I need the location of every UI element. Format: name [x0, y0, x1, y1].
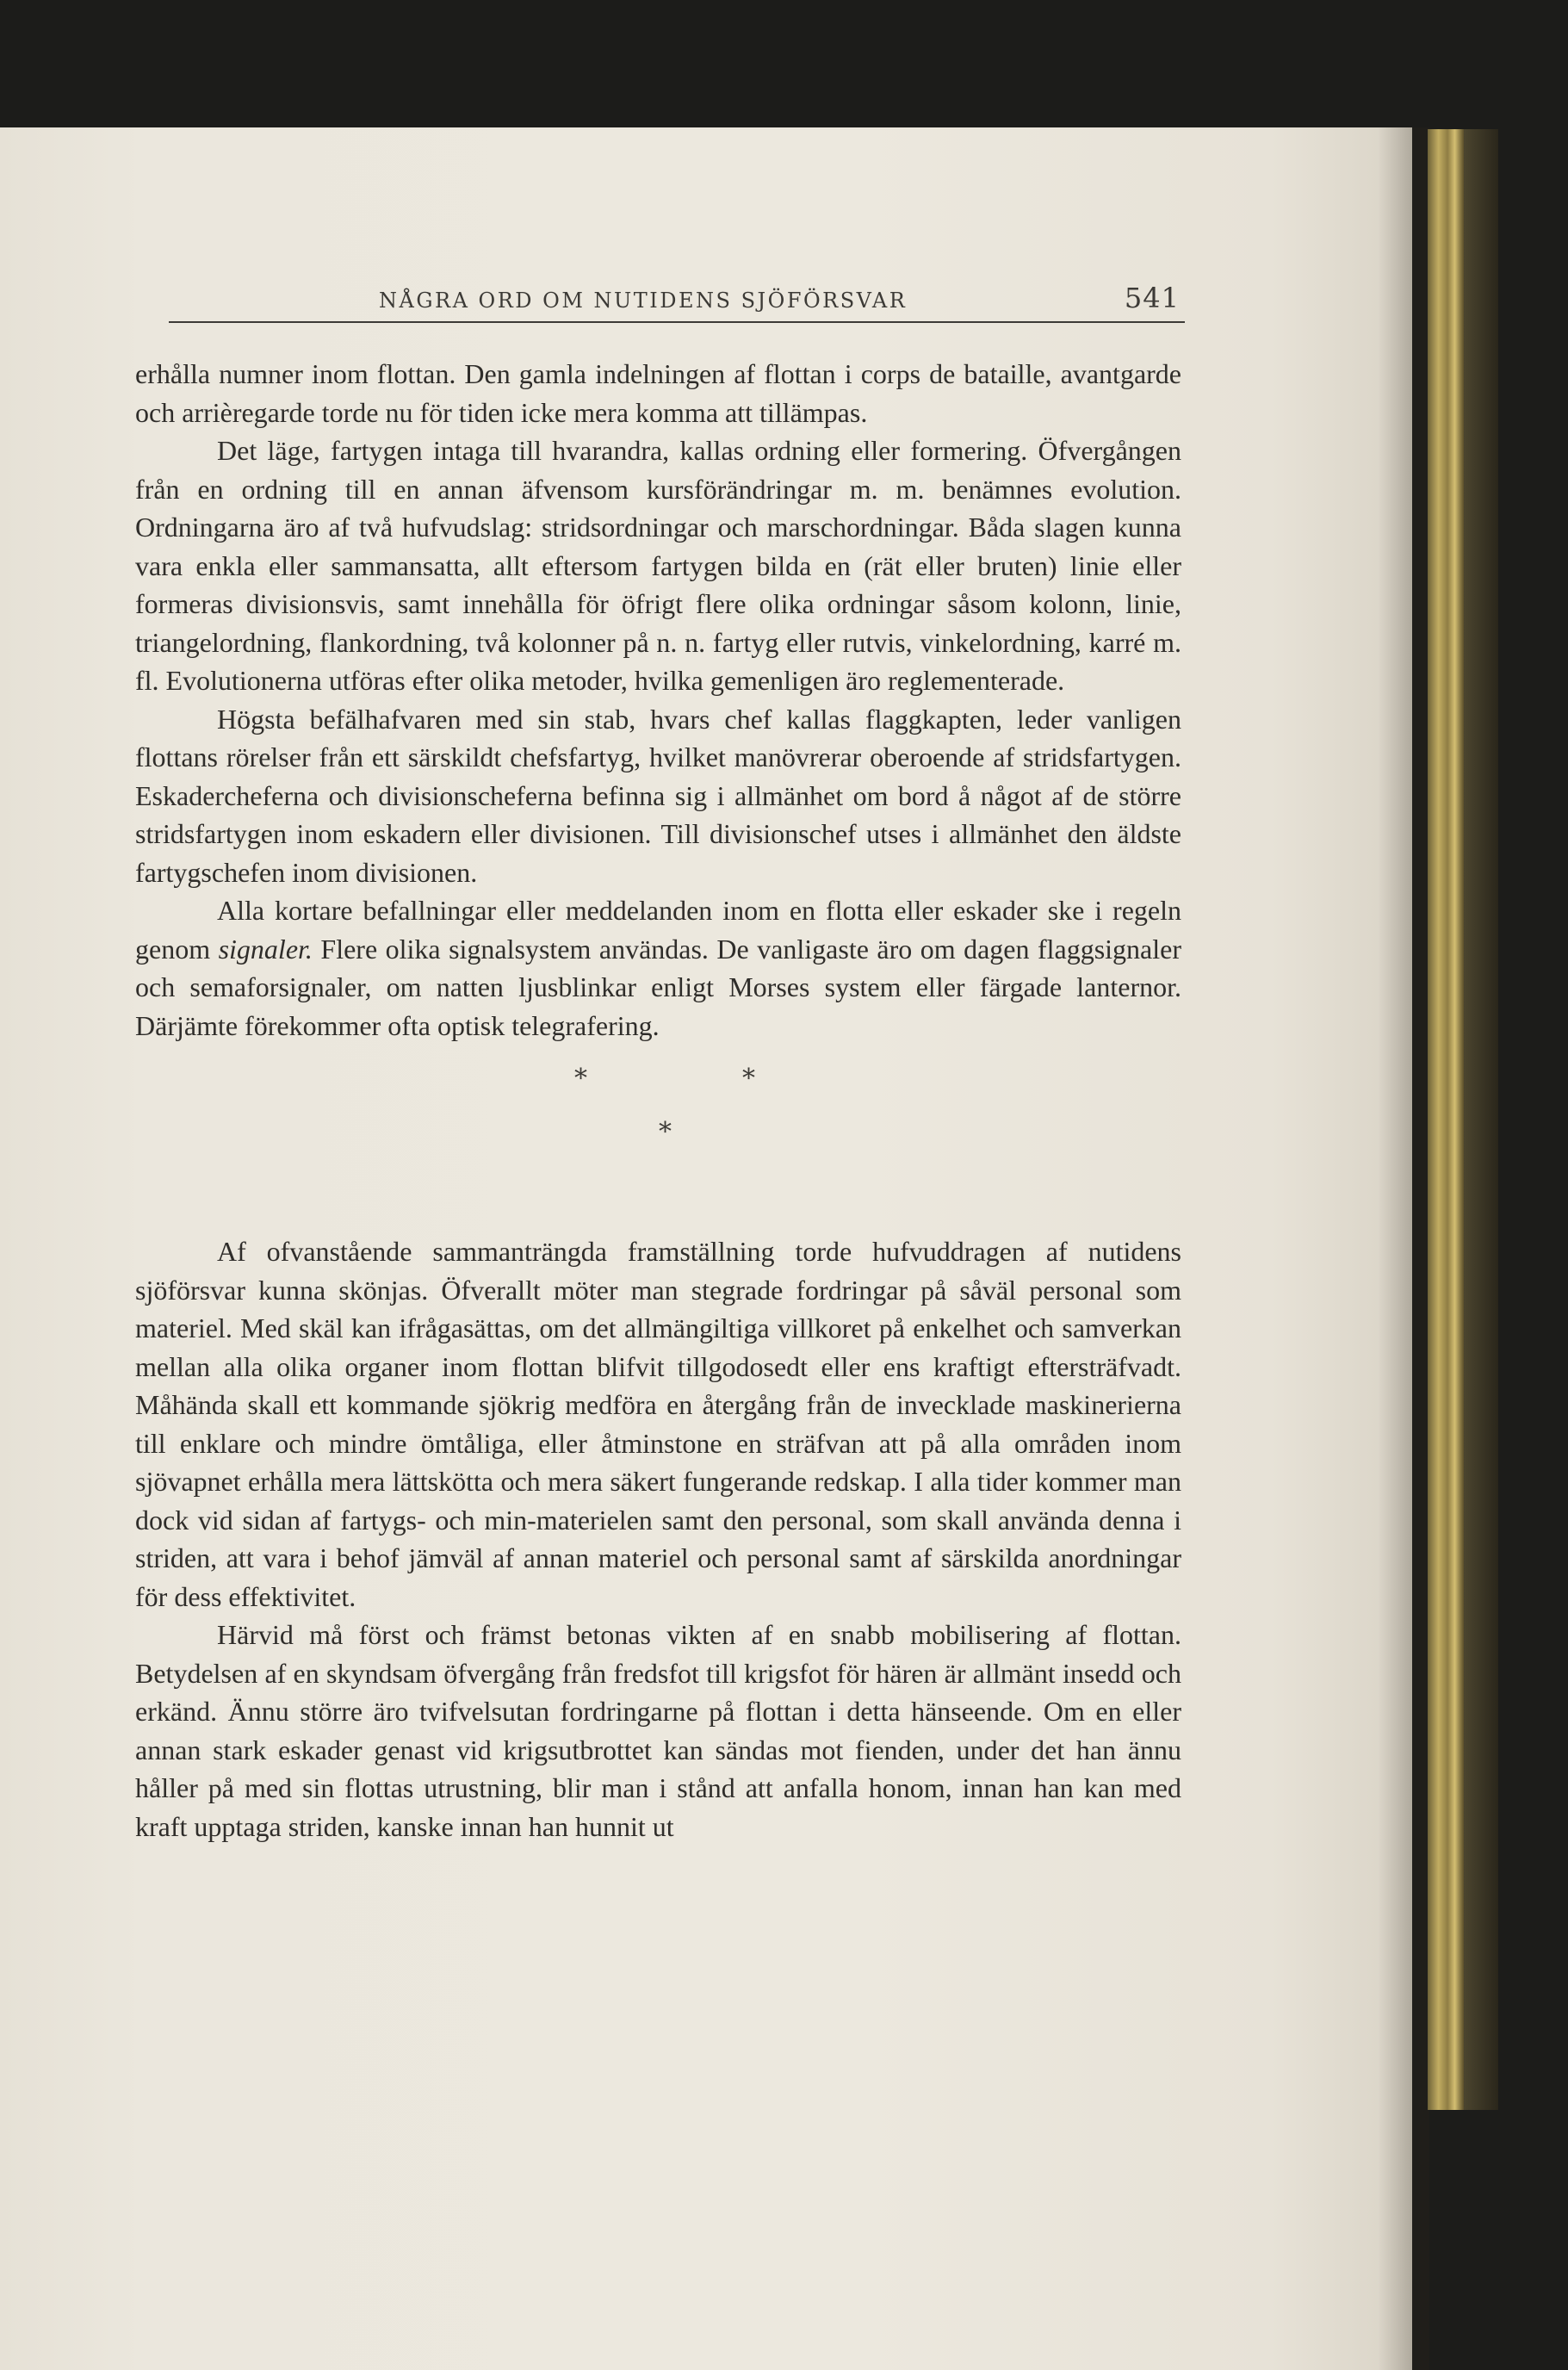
paragraph-1: erhålla numner inom flottan. Den gamla indelningen af flottan i corps de bataille, avantgarde och arrièregarde torde nu för tiden icke mera komma att tillämpas. [135, 358, 1181, 428]
body-text [135, 355, 1181, 1846]
header-rule [169, 321, 1185, 323]
section-separator [135, 1045, 1181, 1147]
separator-asterisk: * [742, 1064, 755, 1094]
running-head [379, 282, 1300, 320]
paragraph-5: Af ofvanstående sammanträngda framställning torde hufvuddragen af nutidens sjöförsvar kunna skönjas. Öfverallt möter man stegrade fordringar på såväl personal som materiel. Med skäl kan ifrågasättas, om det allmängiltiga villkoret på enkelhet och samverkan mellan alla olika organer inom flottan blifvit tillgodosedt eller ens kraftigt eftersträfvadt. Måhända skall ett kommande sjökrig medföra en återgång från de invecklade maskinerierna till enklare och mindre ömtåliga, eller åtminstone en sträfvan att på alla områden inom sjövapnet erhålla mera lättskötta och mera säkert fungerande redskap. I alla tider kommer man dock vid sidan af fartygs- och min-materielen samt den personal, som skall använda denna i striden, att vara i behof jämväl af annan materiel och personal samt af särskilda anordningar för dess effektivitet. [135, 1236, 1181, 1612]
running-head-title: NÅGRA ORD OM NUTIDENS SJÖFÖRSVAR [379, 288, 908, 313]
paragraph-3: Högsta befälhafvaren med sin stab, hvars chef kallas flaggkapten, leder vanligen flottans rörelser från ett särskildt chefsfartyg, hvilket manövrerar oberoende af stridsfartygen. Eskadercheferna och divisionscheferna befinna sig i allmänhet om bord å något af de större stridsfartygen inom eskadern eller divisionen. Till divisionschef utses i allmänhet den äldste fartygschefen inom divisionen. [135, 703, 1181, 888]
italic-term-signaler: signaler. [218, 933, 313, 965]
separator-asterisk: * [574, 1064, 587, 1094]
gilt-page-edge [1428, 129, 1464, 2110]
page-number: 541 [1124, 282, 1180, 314]
paragraph-4-start: Alla kortare befallningar eller meddelanden inom en flotta eller eskader ske i regeln genom [135, 895, 1181, 965]
paragraph-4-end: Flere olika signalsystem användas. De vanligaste äro om dagen flaggsignaler och semaforsignaler, om natten ljusblinkar enligt Morses system eller färgade lanternor. Därjämte förekommer ofta optisk telegrafering. [135, 933, 1182, 1041]
separator-asterisk: * [659, 1117, 672, 1147]
book-cover-edge [1464, 129, 1498, 2110]
paragraph-6: Härvid må först och främst betonas vikten af en snabb mobilisering af flottan. Betydelsen af en skyndsam öfvergång från fredsfot till krigsfot för hären är allmänt insedd och erkänd. Ännu större äro tvifvelsutan fordringarne på flottan i detta hänseende. Om en eller annan stark eskader genast vid krigsutbrottet kan sändas mot fienden, under det han ännu håller på med sin flottas utrustning, blir man i stånd att anfalla honom, innan han kan med kraft upptaga striden, kanske innan han hunnit ut [135, 1619, 1181, 1842]
page-edge-shadow [1378, 127, 1429, 2370]
paragraph-4 [135, 891, 1181, 1045]
paragraph-2: Det läge, fartygen intaga till hvarandra, kallas ordning eller formering. Öfvergången från en ordning till en annan äfvensom kursförändringar m. m. benämnes evolution. Ordningarna äro af två hufvudslag: stridsordningar och marschordningar. Båda slagen kunna vara enkla eller sammansatta, allt eftersom fartygen bilda en (rät eller bruten) linie eller formeras divisionsvis, samt innehålla för öfrigt flere olika ordningar såsom kolonn, linie, triangelordning, flankordning, två kolonner på n. n. fartyg eller rutvis, vinkelordning, karré m. fl. Evolutionerna utföras efter olika metoder, hvilka gemenligen äro reglementerade. [135, 435, 1181, 696]
